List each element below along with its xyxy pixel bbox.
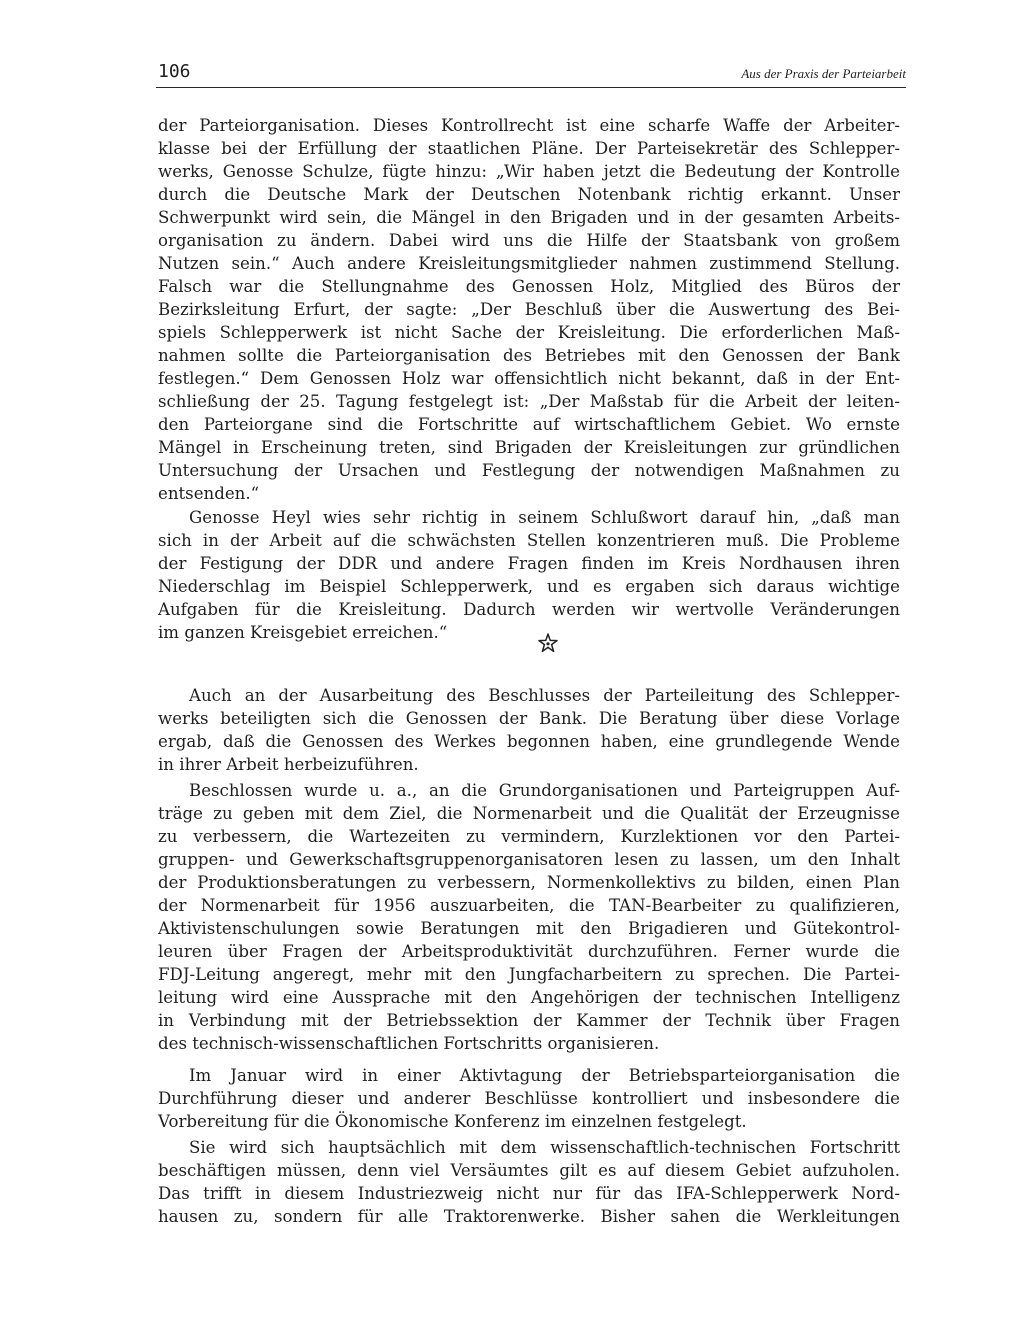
text-line: Falsch war die Stellungnahme des Genossen Holz, Mitglied des Büros der <box>158 277 900 296</box>
text-line: Sie wird sich hauptsächlich mit dem wissenschaftlich-technischen Fortschritt <box>189 1138 900 1157</box>
section-separator-star-icon <box>538 633 558 653</box>
text-line: des technisch-wissenschaftlichen Fortschritts organisieren. <box>158 1034 660 1053</box>
text-line: der Festigung der DDR und andere Fragen finden im Kreis Nordhausen ihren <box>158 554 900 573</box>
page-number: 106 <box>158 61 191 82</box>
text-line: klasse bei der Erfüllung der staatlichen Pläne. Der Parteisekretär des Schlepper- <box>158 139 900 158</box>
text-line: Auch an der Ausarbeitung des Beschlusses der Parteileitung des Schlepper- <box>189 686 900 705</box>
running-title: Aus der Praxis der Parteiarbeit <box>741 66 906 81</box>
text-line: den Parteiorgane sind die Fortschritte auf wirtschaftlichem Gebiet. Wo ernste <box>158 415 900 434</box>
text-line: schließung der 25. Tagung festgelegt ist: „Der Maßstab für die Arbeit der leiten- <box>158 392 900 411</box>
text-line: Im Januar wird in einer Aktivtagung der Betriebsparteiorganisation die <box>189 1066 900 1085</box>
text-line: organisation zu ändern. Dabei wird uns die Hilfe der Staatsbank von großem <box>158 231 900 250</box>
text-line: Durchführung dieser und anderer Beschlüsse kontrolliert und insbesondere die <box>158 1089 900 1108</box>
paragraph-januar <box>158 1064 900 1133</box>
paragraph <box>158 1136 900 1228</box>
text-line: werks beteiligten sich die Genossen der Bank. Die Beratung über diese Vorlage <box>158 709 900 728</box>
paragraph-heyl <box>158 506 900 644</box>
text-line: Bezirksleitung Erfurt, der sagte: „Der Beschluß über die Auswertung des Bei- <box>158 300 900 319</box>
text-line: ergab, daß die Genossen des Werkes begonnen haben, eine grundlegende Wende <box>158 732 900 751</box>
text-line: Schwerpunkt wird sein, die Mängel in den Brigaden und in der gesamten Arbeits- <box>158 208 900 227</box>
text-line: in ihrer Arbeit herbeizuführen. <box>158 755 419 774</box>
paragraph <box>158 684 900 776</box>
text-line: entsenden.“ <box>158 484 260 503</box>
text-line: Aufgaben für die Kreisleitung. Dadurch werden wir wertvolle Veränderungen <box>158 600 900 619</box>
text-line: Beschlossen wurde u. a., an die Grundorganisationen und Parteigruppen Auf- <box>189 781 900 800</box>
text-line: Untersuchung der Ursachen und Festlegung der notwendigen Maßnahmen zu <box>158 461 900 480</box>
text-line: Das trifft in diesem Industriezweig nicht nur für das IFA-Schlepperwerk Nord- <box>158 1184 900 1203</box>
text-line: Vorbereitung für die Ökonomische Konferenz im einzelnen festgelegt. <box>158 1112 747 1131</box>
text-line: werks, Genosse Schulze, fügte hinzu: „Wir haben jetzt die Bedeutung der Kontrolle <box>158 162 900 181</box>
text-line: in Verbindung mit der Betriebssektion der Kammer der Technik über Fragen <box>158 1011 900 1030</box>
text-line: träge zu geben mit dem Ziel, die Normenarbeit und die Qualität der Erzeugnisse <box>158 804 900 823</box>
text-line: der Parteiorganisation. Dieses Kontrollrecht ist eine scharfe Waffe der Arbeiter- <box>158 116 900 135</box>
text-line: Niederschlag im Beispiel Schlepperwerk, und es ergaben sich daraus wichtige <box>158 577 900 596</box>
text-line: Nutzen sein.“ Auch andere Kreisleitungsmitglieder nahmen zustimmend Stellung. <box>158 254 900 273</box>
text-line: beschäftigen müssen, denn viel Versäumtes gilt es auf diesem Gebiet aufzuholen. <box>158 1161 900 1180</box>
paragraph-ausarbeitung <box>158 684 900 776</box>
text-line: im ganzen Kreisgebiet erreichen.“ <box>158 623 448 642</box>
text-line: sich in der Arbeit auf die schwächsten Stellen konzentrieren muß. Die Probleme <box>158 531 900 550</box>
page-header <box>156 55 906 88</box>
paragraph-fortschritt <box>158 1136 900 1228</box>
text-line: leuren über Fragen der Arbeitsproduktivität durchzuführen. Ferner wurde die <box>158 942 900 961</box>
text-line: Genosse Heyl wies sehr richtig in seinem Schlußwort darauf hin, „daß man <box>189 508 900 527</box>
text-line: festlegen.“ Dem Genossen Holz war offensichtlich nicht bekannt, daß in der Ent- <box>158 369 900 388</box>
text-line: der Produktionsberatungen zu verbessern, Normenkollektivs zu bilden, einen Plan <box>158 873 900 892</box>
text-line: spiels Schlepperwerk ist nicht Sache der Kreisleitung. Die erforderlichen Maß- <box>158 323 900 342</box>
paragraph-continuation <box>158 114 900 505</box>
text-line: leitung wird eine Aussprache mit den Angehörigen der technischen Intelligenz <box>158 988 900 1007</box>
text-line: zu verbessern, die Wartezeiten zu vermindern, Kurzlektionen vor den Partei- <box>158 827 900 846</box>
paragraph <box>158 506 900 644</box>
text-line: hausen zu, sondern für alle Traktorenwerke. Bisher sahen die Werkleitungen <box>158 1207 900 1226</box>
text-line: der Normenarbeit für 1956 auszuarbeiten, die TAN-Bearbeiter zu qualifizieren, <box>158 896 900 915</box>
text-line: FDJ-Leitung angeregt, mehr mit den Jungfacharbeitern zu sprechen. Die Partei- <box>158 965 900 984</box>
text-line: durch die Deutsche Mark der Deutschen Notenbank richtig erkannt. Unser <box>158 185 900 204</box>
paragraph-beschlossen <box>158 779 900 1055</box>
paragraph <box>158 114 900 505</box>
text-line: nahmen sollte die Parteiorganisation des Betriebes mit den Genossen der Bank <box>158 346 900 365</box>
text-line: Mängel in Erscheinung treten, sind Brigaden der Kreisleitungen zur gründlichen <box>158 438 900 457</box>
text-line: Aktivistenschulungen sowie Beratungen mit den Brigadieren und Gütekontrol- <box>158 919 900 938</box>
text-line: gruppen- und Gewerkschaftsgruppenorganisatoren lesen zu lassen, um den Inhalt <box>158 850 900 869</box>
paragraph <box>158 1064 900 1133</box>
paragraph <box>158 779 900 1055</box>
